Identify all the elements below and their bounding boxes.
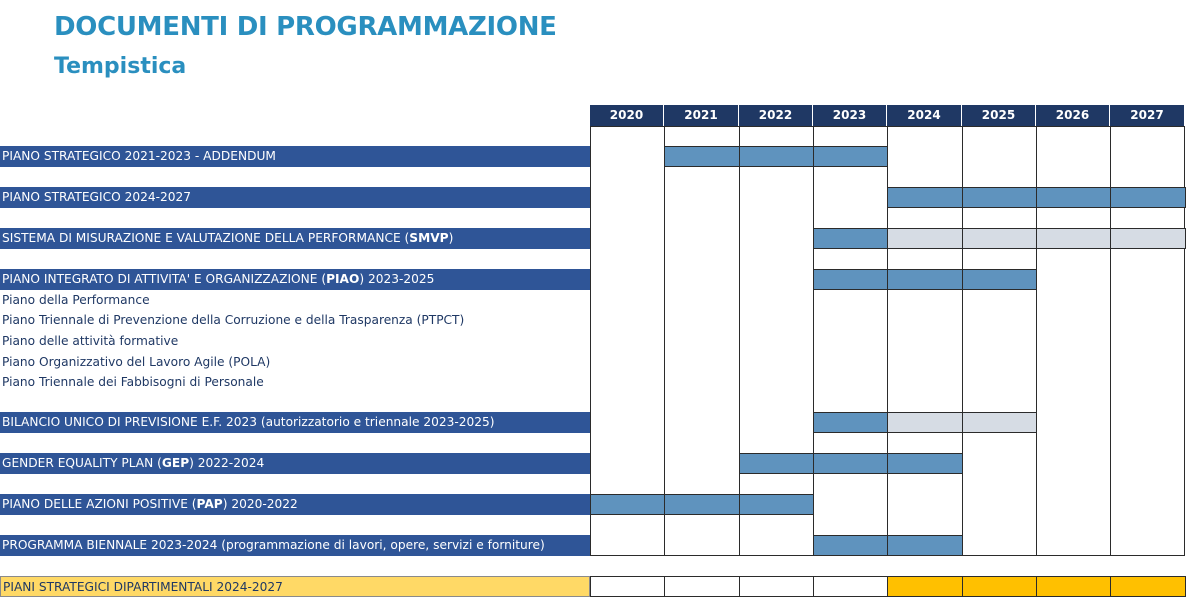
timeline-bar-cell <box>739 576 814 597</box>
timeline-bar-cell <box>887 269 963 290</box>
document-row-label: PIANO STRATEGICO 2024-2027 <box>0 187 590 208</box>
document-row-label: PIANO STRATEGICO 2021-2023 - ADDENDUM <box>0 146 590 167</box>
timeline-bar-cell <box>813 535 888 556</box>
timeline-bar-cell <box>813 146 888 167</box>
year-header-cell: 2021 <box>664 105 739 126</box>
timeline-bar-cell <box>739 146 814 167</box>
grid-row-line <box>590 126 1185 127</box>
year-header-cell: 2027 <box>1110 105 1185 126</box>
year-header-cell: 2025 <box>962 105 1036 126</box>
timeline-bar-cell <box>813 453 888 474</box>
timeline-bar-cell <box>739 494 814 515</box>
timeline-bar-cell <box>1110 187 1186 208</box>
year-header-cell: 2023 <box>813 105 887 126</box>
timeline-bar-cell <box>887 535 963 556</box>
year-header-cell: 2024 <box>887 105 962 126</box>
timeline-bar-cell <box>813 412 888 433</box>
timeline-bar-cell <box>887 412 963 433</box>
timeline-bar-cell <box>962 412 1037 433</box>
timeline-bar-cell <box>887 228 963 249</box>
document-row-label: Piano Triennale dei Fabbisogni di Personale <box>2 375 264 389</box>
year-header-cell: 2022 <box>739 105 813 126</box>
grid-column-line <box>664 126 665 556</box>
timeline-bar-cell <box>664 494 740 515</box>
document-row-label: Piano delle attività formative <box>2 334 179 348</box>
timeline-bar-cell <box>813 228 888 249</box>
timeline-bar-cell <box>887 187 963 208</box>
timeline-bar-cell <box>1110 228 1186 249</box>
timeline-bar-cell <box>590 576 665 597</box>
document-row-label: PIANI STRATEGICI DIPARTIMENTALI 2024-2027 <box>0 576 590 597</box>
timeline-bar-cell <box>962 576 1037 597</box>
timeline-bar-cell <box>1036 187 1111 208</box>
year-header-cell: 2026 <box>1036 105 1110 126</box>
document-row-label: PROGRAMMA BIENNALE 2023-2024 (programmazione di lavori, opere, servizi e forniture) <box>0 535 590 556</box>
document-row-label: GENDER EQUALITY PLAN (GEP) 2022-2024 <box>0 453 590 474</box>
page-subtitle: Tempistica <box>54 54 187 79</box>
timeline-bar-cell <box>813 576 888 597</box>
timeline-bar-cell <box>962 187 1037 208</box>
timeline-bar-cell <box>962 228 1037 249</box>
timeline-bar-cell <box>1036 228 1111 249</box>
grid-column-line <box>813 126 814 556</box>
page-title: DOCUMENTI DI PROGRAMMAZIONE <box>54 12 557 42</box>
document-row-label: Piano Organizzativo del Lavoro Agile (POLA) <box>2 355 271 369</box>
document-row-label: PIANO DELLE AZIONI POSITIVE (PAP) 2020-2022 <box>0 494 590 515</box>
grid-column-line <box>739 126 740 556</box>
timeline-bar-cell <box>739 453 814 474</box>
timeline-bar-cell <box>962 269 1037 290</box>
document-row-label: SISTEMA DI MISURAZIONE E VALUTAZIONE DELLA PERFORMANCE (SMVP) <box>0 228 590 249</box>
timeline-bar-cell <box>590 494 665 515</box>
year-header-cell: 2020 <box>590 105 664 126</box>
timeline-bar-cell <box>664 576 740 597</box>
timeline-bar-cell <box>887 576 963 597</box>
document-row-label: Piano Triennale di Prevenzione della Corruzione e della Trasparenza (PTPCT) <box>2 313 465 327</box>
timeline-bar-cell <box>1110 576 1186 597</box>
grid-column-line <box>590 126 591 556</box>
document-row-label: PIANO INTEGRATO DI ATTIVITA' E ORGANIZZAZIONE (PIAO) 2023-2025 <box>0 269 590 290</box>
timeline-bar-cell <box>887 453 963 474</box>
document-row-label: BILANCIO UNICO DI PREVISIONE E.F. 2023 (autorizzatorio e triennale 2023-2025) <box>0 412 590 433</box>
document-row-label: Piano della Performance <box>2 293 150 307</box>
timeline-bar-cell <box>1036 576 1111 597</box>
timeline-bar-cell <box>813 269 888 290</box>
timeline-bar-cell <box>664 146 740 167</box>
